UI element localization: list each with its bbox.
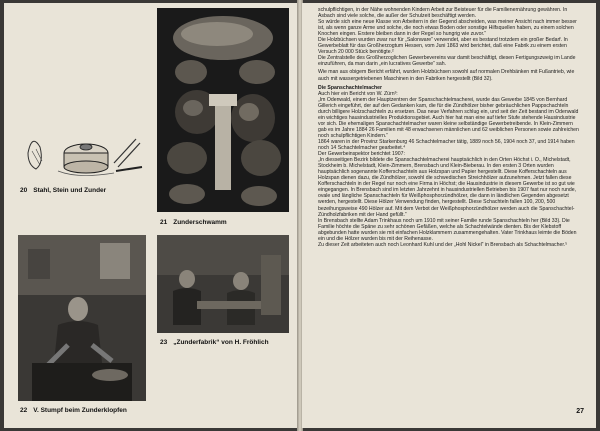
right-page: [302, 3, 596, 428]
caption-text: Zunderschwamm: [173, 219, 227, 226]
left-page: [4, 3, 298, 428]
paragraph: 1864 waren in der Provinz Starkenburg 46 Schachtelmacher tätig, 1889 noch 56, 1904 noch 37, und 1914 haben noch 14 Schachtelmacher gearbeitet.⁴: [318, 138, 575, 152]
figure-20-illustration: [18, 123, 146, 181]
caption-text: Stahl, Stein und Zunder: [33, 187, 107, 194]
paragraph: Die Holzbüchsen wurden zwar nur für „Salonware“ verwendet, aber es bestand trotzdem ein großer Bedarf. In Gewerbeblatt für das Großherzogtum Hessen, vom Juni 1863 wird berichtet, daß eine Fabrik zu einem ersten Versuch 20 000 Stück benötigte.²: [318, 37, 568, 56]
caption-23: [160, 339, 269, 346]
paragraph: Der Gewerbeinspektor berichtet 1907:: [318, 151, 405, 158]
caption-22: [20, 407, 127, 414]
paragraph: Die Zentralstelle des Großherzoglichen Gewerbevereins war damit beschäftigt, diesen Fertigungszweig im Lande einzuführen, da man darin „ein lucratives Gewerbe“ sah.: [318, 55, 576, 68]
paragraph: „Im Odenwald, einem der Hauptzentren der Spanschachtelmacherei, wurde das Gewerbe 1845 von Bernhard Gillerich eingeführt, der auf den Gedanken kam, die für die Zündhölzer bisher gebräuchlichen Pappschachteln durch billigere Holzschachteln zu ersetzen. Das neue Verfahren schlug ein, und seit der Zeit bestand im Odenwald ein wichtiges hausindustrielles Produktionsgebiet. Auch hier hat man eine auf tiefer Stufe stehende Hausindustrie vor sich. Die ehemaligen Spanschachtelmacher waren kleine selbständige Gewerbetreibende. In Klein-Zimmern gab es im Jahre 1884 26 Familien mit 48 erwachsenen männlichen und 62 weiblichen Personen sowie zahlreichen noch schulpflichtigen Kindern.“: [318, 96, 579, 139]
paragraph: Auch hier ein Bericht von W. Zürn³:: [318, 90, 398, 97]
page-number: 27: [576, 408, 584, 415]
caption-text: „Zunderfabrik“ von H. Fröhlich: [173, 339, 269, 346]
body-text: [318, 7, 580, 248]
paragraph: Zu dieser Zeit arbeiteten auch noch Leonhard Kuhl und der „Hohl Nickel“ in Brensbach als Schachtelmacher.⁵: [318, 241, 568, 248]
figure-23-photo: [157, 235, 289, 333]
figure-21-photo: [157, 8, 289, 212]
paragraph: In Brensbach stellte Adam Trinkhaus noch um 1910 mit seiner Familie runde Spanschachteln her (Bild 33). Die Familie höchte die Späne zu sehr schönen Gefäßen, welche als Schachtelwände dienten. Bis der Klebstoff abgebunden hatte wurden sie mit einfachen Holzklammern zusammengehalten. Vater Trinkhaus leimte die Böden ein und die Hölzer wurden bis mit der Reihenasse.: [318, 217, 577, 242]
paragraph: Wie man aus obigem Bericht erfährt, wurden Holzbüchsen sowohl auf normalen Drehbänken mit Fußantrieb, wie auch mit wassergetriebenen Maschinen in den Fabriken hergestellt (Bild 32).: [318, 69, 575, 82]
caption-number: 21: [160, 219, 168, 226]
caption-number: 20: [20, 187, 28, 194]
paragraph: So würde sich eine neue Klasse von Arbeitern in der Gegend abscheiden, was meiner Ansicht nach immer besser ist, als wenn ganze Arme und solche, die noch etwas Boden oder sonstige Hilfsquellen haben, zu einem solchen Knochen eingen. Erstere bleiben dann in der Regel so hungrig wie zuvor.“: [318, 19, 577, 38]
figure-22-photo: [18, 235, 146, 401]
caption-number: 22: [20, 407, 28, 414]
caption-20: [20, 187, 106, 194]
caption-number: 23: [160, 339, 168, 346]
paragraph: „In diesseitigen Bezirk bildete die Spanschachtelmacherei hauptsächlich in den Orten Höchst i. O., Michelstadt, Stockheim b. Michelstadt, Klein-Zimmern, Brensbach und Klein-Bieberau. In den ersten 3 Orten wurden hauptsächlich sogenannte Kofferschachteln aus Holzspan und Papier hergestellt. Diese Kofferschachteln aus Holzspan dienen dazu, die Zündhölzer, sowohl die schwedischen Streichhölzer aufzunehmen. Jetzt fallen diese Kofferschachteln in der Regel nur noch eine Firma in Höchst; die Hausindustrie in diesem Gewerbe ist so gut wie eingegangen. In Brensbach sind im letzten Jahrzehnt in hausindustriellen Betrieben bis 1907 fast nur noch runde, ovale und längliche Spanschachteln für Weißphosphorzündhölzer, die dann in ländlichen Gegenden abgesetzt werden, hergestellt. Diese Hölzer Verwendung finden, hergestellt. Diese Schachteln fallen 100, 200, 500 bezeihungsweise 490 Hölzer auf. Mit dem Verbot der Weißphosphorzündhölzer werden auch die Spanschachtel-Zündholzfabriken mit der Hand gefüllt.“: [318, 157, 577, 218]
paragraph: schulpflichtigen, in der Nähe wohnenden Kindern Arbeit zur Beisteuer für die Familienernährung gewähren. In Asbach sind viele solche, die außer der Schulzeit beschäftigt werden.: [318, 7, 568, 20]
caption-21: [160, 219, 227, 226]
caption-text: V. Stumpf beim Zunderklopfen: [33, 407, 127, 414]
section-heading: Die Spanschachtelmacher: [318, 84, 382, 91]
